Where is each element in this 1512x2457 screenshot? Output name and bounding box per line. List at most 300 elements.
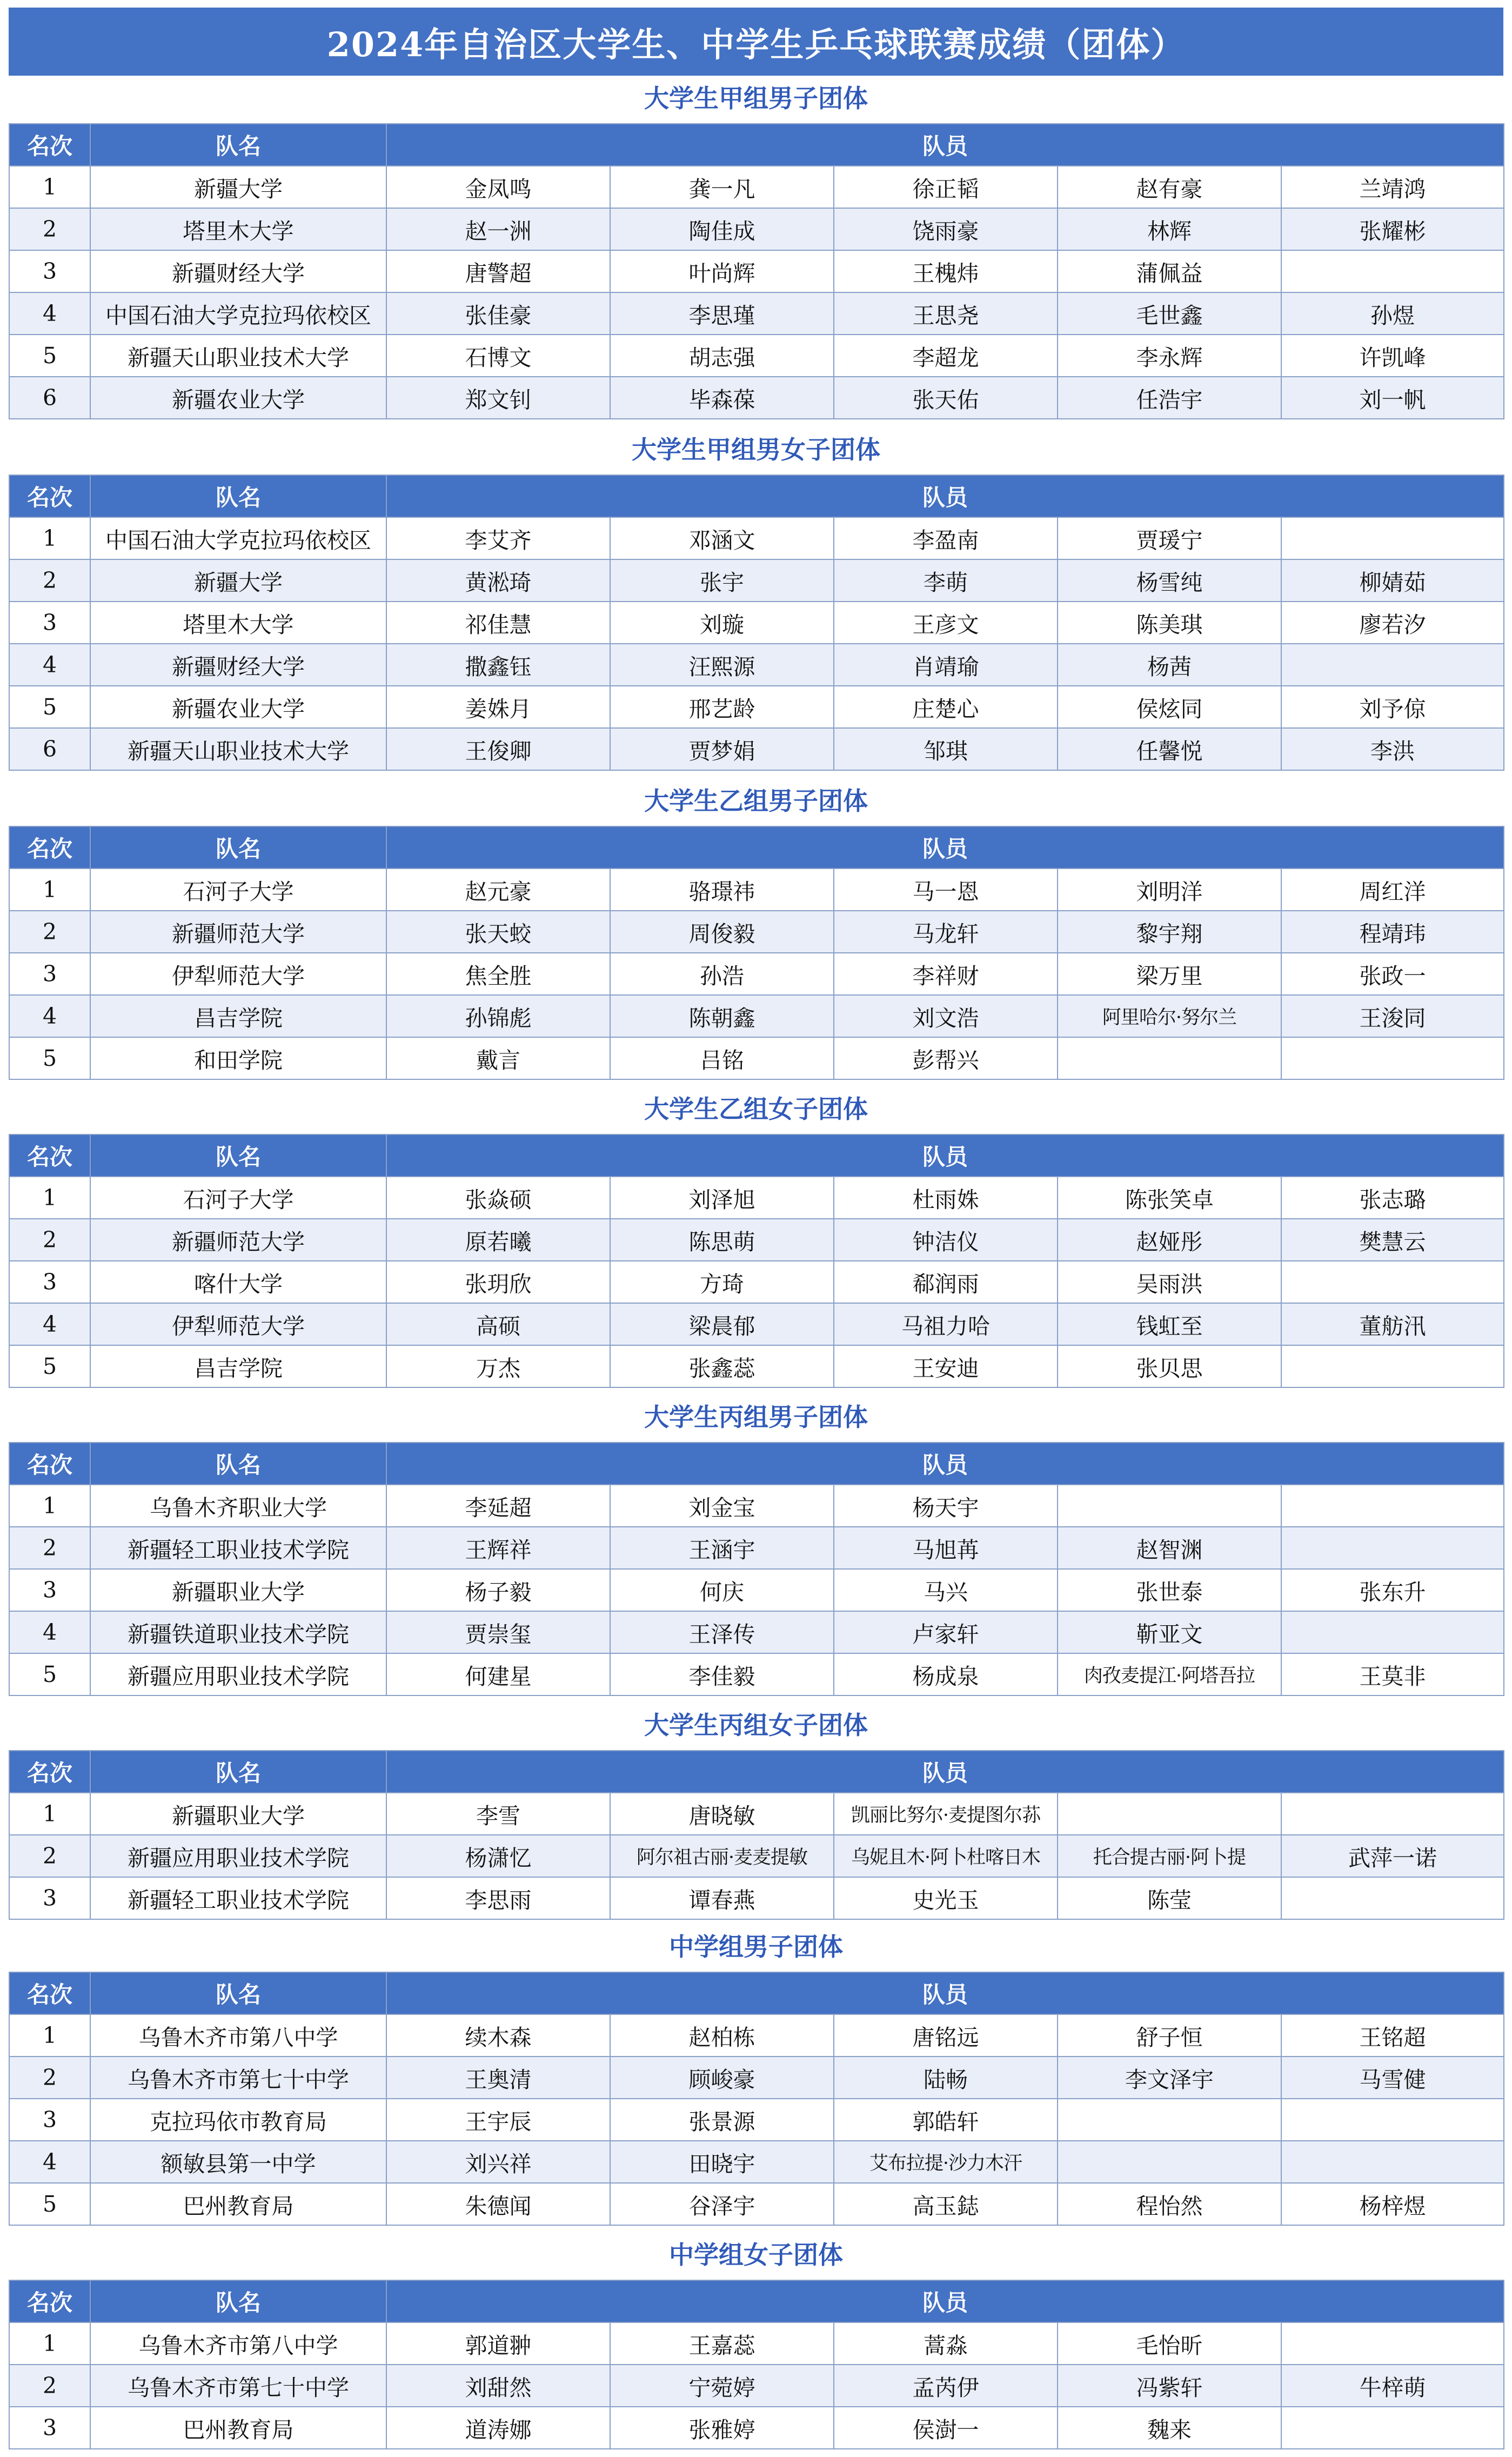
member-cell: 刘璇 (610, 602, 834, 644)
header-rank: 名次 (9, 1751, 90, 1793)
header-team: 队名 (90, 1972, 386, 2014)
member-cell: 张世泰 (1058, 1569, 1281, 1611)
member-cell: 谷泽宇 (610, 2183, 834, 2225)
team-cell: 石河子大学 (90, 1177, 386, 1219)
member-cell: 程怡然 (1058, 2183, 1281, 2225)
member-cell: 王彦文 (834, 602, 1058, 644)
member-cell: 李佳毅 (610, 1653, 834, 1695)
member-cell: 陈朝鑫 (610, 995, 834, 1037)
page-title: 2024年自治区大学生、中学生乒乓球联赛成绩（团体） (9, 8, 1503, 76)
member-cell: 贾梦娟 (610, 728, 834, 770)
member-cell: 唐警超 (386, 250, 610, 292)
member-cell: 万杰 (386, 1345, 610, 1387)
table-row (9, 2057, 1504, 2099)
header-team: 队名 (90, 124, 386, 166)
rank-cell: 1 (9, 2322, 90, 2365)
member-cell: 杨梓煜 (1281, 2183, 1504, 2225)
member-cell: 马旭苒 (834, 1527, 1058, 1569)
member-cell: 王铭超 (1281, 2014, 1504, 2057)
table-row (9, 2183, 1504, 2225)
member-cell: 孙煜 (1281, 292, 1504, 335)
member-cell: 阿尔祖古丽·麦麦提敏 (610, 1835, 834, 1877)
member-cell (1281, 2099, 1504, 2141)
member-cell: 任浩宇 (1058, 377, 1281, 419)
member-cell: 张焱硕 (386, 1177, 610, 1219)
rank-cell: 1 (9, 2014, 90, 2057)
table-row (9, 1653, 1504, 1695)
member-cell: 张雅婷 (610, 2407, 834, 2449)
rank-cell: 2 (9, 1835, 90, 1877)
member-cell: 李延超 (386, 1485, 610, 1527)
team-cell: 新疆师范大学 (90, 1219, 386, 1261)
member-cell: 马祖力哈 (834, 1303, 1058, 1345)
table-row (9, 644, 1504, 686)
team-cell: 乌鲁木齐市第八中学 (90, 2014, 386, 2057)
member-cell: 陈莹 (1058, 1877, 1281, 1919)
table-row (9, 1611, 1504, 1653)
member-cell: 赵一洲 (386, 208, 610, 250)
member-cell: 梁晨郁 (610, 1303, 834, 1345)
member-cell: 陆畅 (834, 2057, 1058, 2099)
team-cell: 巴州教育局 (90, 2407, 386, 2449)
rank-cell: 1 (9, 517, 90, 559)
rank-cell: 2 (9, 208, 90, 250)
member-cell: 刘予倞 (1281, 686, 1504, 728)
header-rank: 名次 (9, 826, 90, 869)
table-row (9, 1219, 1504, 1261)
team-cell: 新疆师范大学 (90, 911, 386, 953)
member-cell: 李祥财 (834, 953, 1058, 995)
rank-cell: 1 (9, 869, 90, 911)
results-table (9, 1750, 1504, 1920)
member-cell: 方琦 (610, 1261, 834, 1303)
team-cell: 中国石油大学克拉玛依校区 (90, 292, 386, 335)
rank-cell: 1 (9, 1793, 90, 1835)
member-cell: 撒鑫钰 (386, 644, 610, 686)
team-cell: 乌鲁木齐市第七十中学 (90, 2057, 386, 2099)
section-title: 大学生乙组男子团体 (644, 786, 868, 816)
rank-cell: 2 (9, 2365, 90, 2407)
team-cell: 新疆铁道职业技术学院 (90, 1611, 386, 1653)
rank-cell: 6 (9, 377, 90, 419)
member-cell: 张玥欣 (386, 1261, 610, 1303)
member-cell: 孙锦彪 (386, 995, 610, 1037)
member-cell: 黄淞琦 (386, 559, 610, 602)
member-cell: 何建星 (386, 1653, 610, 1695)
member-cell (1281, 1793, 1504, 1835)
member-cell: 史光玉 (834, 1877, 1058, 1919)
rank-cell: 1 (9, 166, 90, 208)
member-cell (1281, 644, 1504, 686)
table-row (9, 1835, 1504, 1877)
member-cell: 王辉祥 (386, 1527, 610, 1569)
header-rank: 名次 (9, 475, 90, 517)
table-row (9, 1793, 1504, 1835)
member-cell: 刘泽旭 (610, 1177, 834, 1219)
team-cell: 新疆天山职业技术大学 (90, 728, 386, 770)
member-cell: 托合提古丽·阿卜提 (1058, 1835, 1281, 1877)
member-cell (1281, 250, 1504, 292)
member-cell: 李永辉 (1058, 335, 1281, 377)
member-cell: 钟洁仪 (834, 1219, 1058, 1261)
member-cell: 张鑫蕊 (610, 1345, 834, 1387)
team-cell: 塔里木大学 (90, 602, 386, 644)
team-cell: 昌吉学院 (90, 995, 386, 1037)
table-row (9, 377, 1504, 419)
member-cell: 赵智渊 (1058, 1527, 1281, 1569)
member-cell: 续木森 (386, 2014, 610, 2057)
member-cell (1058, 2099, 1281, 2141)
member-cell: 王安迪 (834, 1345, 1058, 1387)
member-cell: 肉孜麦提江·阿塔吾拉 (1058, 1653, 1281, 1695)
member-cell: 陈张笑卓 (1058, 1177, 1281, 1219)
results-table (9, 826, 1504, 1080)
rank-cell: 2 (9, 1219, 90, 1261)
member-cell: 李萌 (834, 559, 1058, 602)
member-cell: 姜姝月 (386, 686, 610, 728)
member-cell: 蒿淼 (834, 2322, 1058, 2365)
member-cell: 高玉鋕 (834, 2183, 1058, 2225)
member-cell: 宁菀婷 (610, 2365, 834, 2407)
member-cell: 郭皓轩 (834, 2099, 1058, 2141)
rank-cell: 4 (9, 1611, 90, 1653)
member-cell (1281, 517, 1504, 559)
rank-cell: 3 (9, 953, 90, 995)
member-cell: 王浚同 (1281, 995, 1504, 1037)
table-row (9, 559, 1504, 602)
member-cell: 陶佳成 (610, 208, 834, 250)
team-cell: 喀什大学 (90, 1261, 386, 1303)
member-cell: 王涵宇 (610, 1527, 834, 1569)
team-cell: 伊犁师范大学 (90, 1303, 386, 1345)
table-row (9, 1569, 1504, 1611)
rank-cell: 4 (9, 644, 90, 686)
member-cell: 杨成泉 (834, 1653, 1058, 1695)
table-row (9, 166, 1504, 208)
header-team: 队名 (90, 1443, 386, 1485)
rank-cell: 4 (9, 292, 90, 335)
rank-cell: 3 (9, 2099, 90, 2141)
member-cell: 顾峻豪 (610, 2057, 834, 2099)
table-row (9, 2407, 1504, 2449)
section-title: 大学生丙组男子团体 (644, 1403, 868, 1432)
rank-cell: 3 (9, 602, 90, 644)
member-cell: 李思瑾 (610, 292, 834, 335)
member-cell: 陈思萌 (610, 1219, 834, 1261)
header-team: 队名 (90, 1134, 386, 1177)
member-cell (1281, 1485, 1504, 1527)
member-cell: 李洪 (1281, 728, 1504, 770)
member-cell: 祁佳慧 (386, 602, 610, 644)
rank-cell: 1 (9, 1485, 90, 1527)
member-cell: 柳婧茹 (1281, 559, 1504, 602)
results-table (9, 123, 1504, 419)
member-cell: 张天蛟 (386, 911, 610, 953)
header-members: 队员 (386, 1972, 1504, 2014)
section-title: 大学生甲组男子团体 (644, 84, 868, 113)
team-cell: 克拉玛依市教育局 (90, 2099, 386, 2141)
member-cell: 梁万里 (1058, 953, 1281, 995)
team-cell: 新疆农业大学 (90, 686, 386, 728)
member-cell: 赵娅彤 (1058, 1219, 1281, 1261)
member-cell: 马雪健 (1281, 2057, 1504, 2099)
member-cell: 张景源 (610, 2099, 834, 2141)
rank-cell: 2 (9, 1527, 90, 1569)
member-cell (1281, 1611, 1504, 1653)
header-team: 队名 (90, 1751, 386, 1793)
member-cell: 牛梓萌 (1281, 2365, 1504, 2407)
table-row (9, 335, 1504, 377)
rank-cell: 5 (9, 1345, 90, 1387)
member-cell: 张宇 (610, 559, 834, 602)
member-cell: 樊慧云 (1281, 1219, 1504, 1261)
member-cell: 彭帮兴 (834, 1037, 1058, 1079)
member-cell: 杨雪纯 (1058, 559, 1281, 602)
member-cell (1058, 2141, 1281, 2183)
member-cell: 高硕 (386, 1303, 610, 1345)
team-cell: 新疆应用职业技术学院 (90, 1835, 386, 1877)
header-rank: 名次 (9, 1134, 90, 1177)
team-cell: 石河子大学 (90, 869, 386, 911)
member-cell: 王俊卿 (386, 728, 610, 770)
member-cell: 毕森葆 (610, 377, 834, 419)
member-cell: 周红洋 (1281, 869, 1504, 911)
member-cell: 刘一帆 (1281, 377, 1504, 419)
member-cell: 乌妮且木·阿卜杜喀日木 (834, 1835, 1058, 1877)
member-cell: 肖靖瑜 (834, 644, 1058, 686)
team-cell: 额敏县第一中学 (90, 2141, 386, 2183)
member-cell: 贾瑗宁 (1058, 517, 1281, 559)
results-table (9, 1134, 1504, 1388)
team-cell: 新疆轻工职业技术学院 (90, 1877, 386, 1919)
team-cell: 新疆应用职业技术学院 (90, 1653, 386, 1695)
member-cell (1281, 1345, 1504, 1387)
team-cell: 新疆农业大学 (90, 377, 386, 419)
header-members: 队员 (386, 124, 1504, 166)
header-members: 队员 (386, 475, 1504, 517)
section-title: 中学组男子团体 (669, 1932, 843, 1961)
member-cell: 郗润雨 (834, 1261, 1058, 1303)
table-row (9, 1345, 1504, 1387)
member-cell: 贾崇玺 (386, 1611, 610, 1653)
header-rank: 名次 (9, 1972, 90, 2014)
member-cell: 赵元豪 (386, 869, 610, 911)
member-cell (1058, 1485, 1281, 1527)
section-title: 大学生乙组女子团体 (644, 1094, 868, 1124)
member-cell: 王槐炜 (834, 250, 1058, 292)
table-row (9, 2365, 1504, 2407)
member-cell: 刘明洋 (1058, 869, 1281, 911)
team-cell: 乌鲁木齐市第八中学 (90, 2322, 386, 2365)
member-cell: 杨天宇 (834, 1485, 1058, 1527)
team-cell: 新疆大学 (90, 166, 386, 208)
member-cell: 程靖玮 (1281, 911, 1504, 953)
table-row (9, 1037, 1504, 1079)
table-row (9, 517, 1504, 559)
header-members: 队员 (386, 1134, 1504, 1177)
header-team: 队名 (90, 826, 386, 869)
member-cell: 侯澍一 (834, 2407, 1058, 2449)
results-table (9, 1442, 1504, 1696)
member-cell: 汪熙源 (610, 644, 834, 686)
table-row (9, 602, 1504, 644)
member-cell: 张政一 (1281, 953, 1504, 995)
member-cell: 杨茜 (1058, 644, 1281, 686)
rank-cell: 2 (9, 911, 90, 953)
member-cell: 李思雨 (386, 1877, 610, 1919)
member-cell: 李艾齐 (386, 517, 610, 559)
section-title: 中学组女子团体 (669, 2240, 843, 2269)
member-cell: 邓涵文 (610, 517, 834, 559)
member-cell: 舒子恒 (1058, 2014, 1281, 2057)
member-cell: 林辉 (1058, 208, 1281, 250)
member-cell: 杨子毅 (386, 1569, 610, 1611)
member-cell: 谭春燕 (610, 1877, 834, 1919)
table-row (9, 1261, 1504, 1303)
member-cell (1281, 1261, 1504, 1303)
rank-cell: 5 (9, 2183, 90, 2225)
member-cell: 任馨悦 (1058, 728, 1281, 770)
rank-cell: 3 (9, 250, 90, 292)
member-cell: 蒲佩益 (1058, 250, 1281, 292)
member-cell: 王泽传 (610, 1611, 834, 1653)
member-cell: 叶尚辉 (610, 250, 834, 292)
member-cell: 原若曦 (386, 1219, 610, 1261)
member-cell: 邢艺龄 (610, 686, 834, 728)
member-cell (1281, 2407, 1504, 2449)
member-cell: 徐正韬 (834, 166, 1058, 208)
member-cell: 戴言 (386, 1037, 610, 1079)
member-cell: 张天佑 (834, 377, 1058, 419)
table-row (9, 953, 1504, 995)
member-cell: 龚一凡 (610, 166, 834, 208)
member-cell: 张东升 (1281, 1569, 1504, 1611)
header-team: 队名 (90, 2280, 386, 2322)
member-cell: 王思尧 (834, 292, 1058, 335)
member-cell: 艾布拉提·沙力木汗 (834, 2141, 1058, 2183)
member-cell (1281, 1037, 1504, 1079)
member-cell: 吕铭 (610, 1037, 834, 1079)
member-cell: 黎宇翔 (1058, 911, 1281, 953)
table-row (9, 869, 1504, 911)
member-cell: 王宇辰 (386, 2099, 610, 2141)
member-cell: 焦全胜 (386, 953, 610, 995)
rank-cell: 5 (9, 335, 90, 377)
member-cell: 陈美琪 (1058, 602, 1281, 644)
member-cell: 毛世鑫 (1058, 292, 1281, 335)
member-cell: 董舫汛 (1281, 1303, 1504, 1345)
member-cell: 刘甜然 (386, 2365, 610, 2407)
section-title: 大学生甲组男女子团体 (632, 435, 880, 464)
member-cell: 唐晓敏 (610, 1793, 834, 1835)
header-members: 队员 (386, 1443, 1504, 1485)
member-cell (1281, 2322, 1504, 2365)
table-row (9, 1527, 1504, 1569)
team-cell: 新疆职业大学 (90, 1569, 386, 1611)
header-rank: 名次 (9, 2280, 90, 2322)
member-cell: 孟芮伊 (834, 2365, 1058, 2407)
member-cell: 刘文浩 (834, 995, 1058, 1037)
rank-cell: 4 (9, 1303, 90, 1345)
member-cell: 庄楚心 (834, 686, 1058, 728)
member-cell: 王嘉蕊 (610, 2322, 834, 2365)
member-cell: 郭道翀 (386, 2322, 610, 2365)
member-cell: 王奥清 (386, 2057, 610, 2099)
member-cell: 朱德闻 (386, 2183, 610, 2225)
member-cell (1281, 1527, 1504, 1569)
member-cell: 张志璐 (1281, 1177, 1504, 1219)
team-cell: 新疆轻工职业技术学院 (90, 1527, 386, 1569)
table-row (9, 1303, 1504, 1345)
rank-cell: 4 (9, 2141, 90, 2183)
table-row (9, 728, 1504, 770)
team-cell: 乌鲁木齐职业大学 (90, 1485, 386, 1527)
member-cell: 饶雨豪 (834, 208, 1058, 250)
member-cell (1281, 2141, 1504, 2183)
member-cell: 卢家轩 (834, 1611, 1058, 1653)
member-cell: 杜雨姝 (834, 1177, 1058, 1219)
team-cell: 昌吉学院 (90, 1345, 386, 1387)
member-cell: 冯紫轩 (1058, 2365, 1281, 2407)
table-row (9, 250, 1504, 292)
member-cell: 赵柏栋 (610, 2014, 834, 2057)
rank-cell: 3 (9, 1877, 90, 1919)
member-cell: 李文泽宇 (1058, 2057, 1281, 2099)
rank-cell: 5 (9, 686, 90, 728)
member-cell: 凯丽比努尔·麦提图尔荪 (834, 1793, 1058, 1835)
member-cell: 兰靖鸿 (1281, 166, 1504, 208)
member-cell: 郑文钊 (386, 377, 610, 419)
member-cell: 廖若汐 (1281, 602, 1504, 644)
member-cell: 李盈南 (834, 517, 1058, 559)
member-cell: 张耀彬 (1281, 208, 1504, 250)
rank-cell: 5 (9, 1037, 90, 1079)
header-team: 队名 (90, 475, 386, 517)
table-row (9, 911, 1504, 953)
member-cell: 毛怡昕 (1058, 2322, 1281, 2365)
member-cell: 武萍一诺 (1281, 1835, 1504, 1877)
table-row (9, 2322, 1504, 2365)
member-cell: 魏来 (1058, 2407, 1281, 2449)
table-row (9, 208, 1504, 250)
member-cell (1281, 1877, 1504, 1919)
member-cell (1058, 1793, 1281, 1835)
member-cell: 侯炫同 (1058, 686, 1281, 728)
team-cell: 伊犁师范大学 (90, 953, 386, 995)
rank-cell: 4 (9, 995, 90, 1037)
member-cell: 赵有豪 (1058, 166, 1281, 208)
rank-cell: 6 (9, 728, 90, 770)
header-members: 队员 (386, 1751, 1504, 1793)
member-cell: 骆璟祎 (610, 869, 834, 911)
header-members: 队员 (386, 826, 1504, 869)
results-table (9, 475, 1504, 771)
table-row (9, 1877, 1504, 1919)
table-row (9, 2014, 1504, 2057)
rank-cell: 1 (9, 1177, 90, 1219)
results-table (9, 1972, 1504, 2226)
team-cell: 塔里木大学 (90, 208, 386, 250)
member-cell: 李超龙 (834, 335, 1058, 377)
member-cell: 孙浩 (610, 953, 834, 995)
member-cell: 田晓宇 (610, 2141, 834, 2183)
results-table (9, 2280, 1504, 2449)
member-cell: 周俊毅 (610, 911, 834, 953)
team-cell: 和田学院 (90, 1037, 386, 1079)
table-row (9, 1485, 1504, 1527)
member-cell: 邹琪 (834, 728, 1058, 770)
team-cell: 新疆天山职业技术大学 (90, 335, 386, 377)
